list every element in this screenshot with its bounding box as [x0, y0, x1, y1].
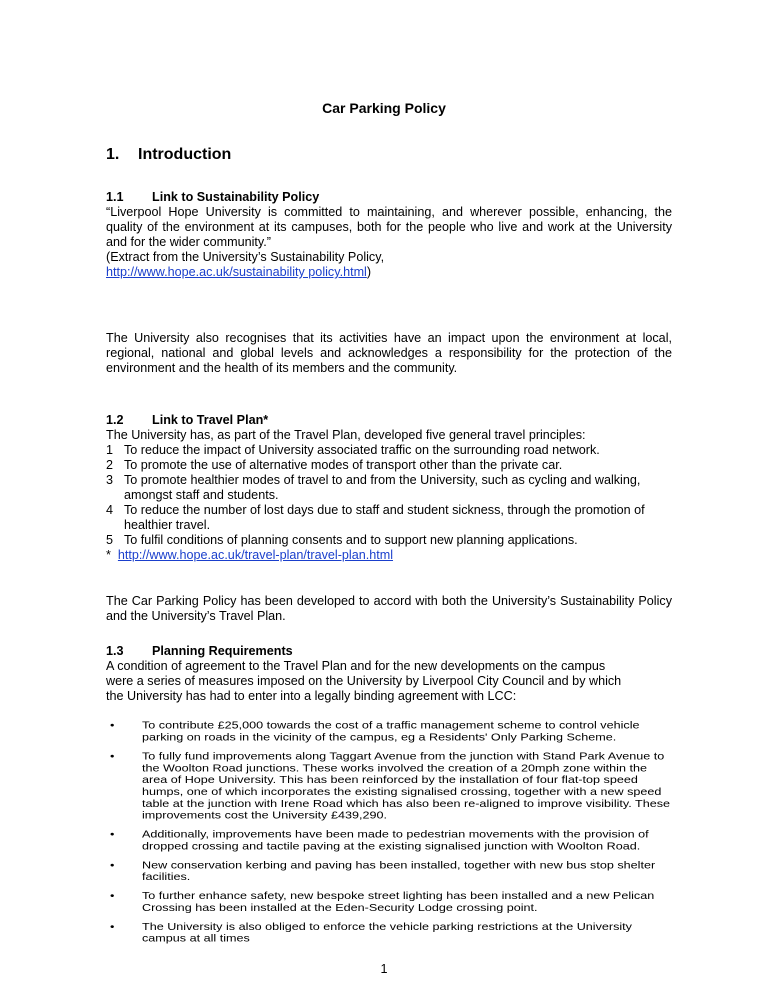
list-item	[106, 458, 672, 473]
bullet-icon: •	[110, 921, 115, 933]
sustainability-policy-link[interactable]: http://www.hope.ac.uk/sustainability policy.html	[106, 265, 367, 279]
principle-number: 2	[106, 458, 114, 472]
principle-text: To promote the use of alternative modes of transport other than the private car.	[124, 458, 563, 472]
principle-text: To reduce the number of lost days due to staff and student sickness, through the promotion of healthier travel.	[124, 503, 645, 532]
subsection-title: Link to Sustainability Policy	[152, 190, 320, 204]
extract-prefix: (Extract from the University’s Sustainability Policy,	[106, 250, 385, 264]
bullet-icon: •	[110, 890, 115, 902]
list-item	[106, 860, 672, 884]
list-item	[106, 720, 672, 744]
subsection-1-1	[106, 190, 672, 280]
principle-number: 4	[106, 503, 114, 517]
principle-text: To promote healthier modes of travel to and from the University, such as cycling and walking, amongst staff and students.	[124, 473, 641, 502]
principle-number: 5	[106, 533, 114, 547]
extract-suffix: )	[366, 265, 372, 279]
bullet-icon: •	[110, 859, 115, 871]
list-item	[106, 751, 672, 822]
list-item	[106, 829, 672, 853]
planning-requirements-list	[106, 720, 672, 952]
subsection-title: Planning Requirements	[152, 644, 293, 658]
requirement-text: Additionally, improvements have been made to pedestrian movements with the provision of dropped crossing and tactile paving at the existing signalised junction with Woolton Road.	[142, 828, 649, 852]
subsection-heading	[106, 190, 672, 205]
travel-plan-link[interactable]: http://www.hope.ac.uk/travel-plan/travel-plan.html	[117, 548, 394, 562]
travel-plan-intro: The University has, as part of the Travel Plan, developed five general travel principles:	[106, 428, 586, 442]
list-item-overflow	[106, 921, 672, 945]
requirement-text: To contribute £25,000 towards the cost of a traffic management scheme to control vehicle parking on roads in the vicinity of the campus, eg a Residents' Only Parking Scheme.	[142, 720, 640, 743]
section-heading-introduction	[106, 147, 231, 162]
principle-text: To fulfil conditions of planning consents and to support new planning applications.	[124, 533, 578, 547]
section-title: Introduction	[138, 146, 232, 163]
extract-citation	[106, 250, 546, 280]
requirement-text: To further enhance safety, new bespoke street lighting has been installed and a new Pelican Crossing has been installed at the Eden-Security Lodge crossing point.	[142, 890, 655, 914]
subsection-heading	[106, 413, 672, 428]
list-item	[106, 503, 672, 533]
list-item	[106, 443, 672, 458]
requirement-text: New conservation kerbing and paving has been installed, together with new bus stop shelter facilities.	[142, 859, 656, 883]
travel-plan-footnote	[106, 548, 672, 563]
requirement-text: The University is also obliged to enforce the vehicle parking restrictions at the University campus at all times	[142, 921, 632, 945]
principle-text: To reduce the impact of University associated traffic on the surrounding road network.	[124, 443, 600, 457]
sustainability-paragraph: The University also recognises that its activities have an impact upon the environment at local, regional, national and global levels and acknowledges a responsibility for the protection of the environment and the health of its members and the community.	[106, 331, 672, 375]
page-number: 1	[380, 962, 388, 976]
bullet-icon: •	[110, 828, 115, 840]
document-title: Car Parking Policy	[322, 100, 446, 116]
subsection-number: 1.1	[106, 190, 124, 204]
list-item	[106, 890, 672, 914]
subsection-heading	[106, 644, 672, 659]
bullet-icon: •	[110, 750, 115, 762]
principle-number: 1	[106, 443, 114, 457]
list-item	[106, 533, 672, 548]
bullet-icon: •	[110, 720, 115, 732]
subsection-1-2	[106, 413, 672, 563]
subsection-title: Link to Travel Plan*	[152, 413, 269, 427]
subsection-1-3	[106, 644, 672, 704]
policy-accord-paragraph: The Car Parking Policy has been developed to accord with both the University’s Sustainability Policy and the University’s Travel Plan.	[106, 594, 672, 623]
list-item	[106, 473, 672, 503]
planning-intro: A condition of agreement to the Travel Plan and for the new developments on the campus were a series of measures imposed on the University by Liverpool City Council and by which the University has had to enter into a legally binding agreement with LCC:	[106, 659, 622, 703]
requirement-text: To fully fund improvements along Taggart Avenue from the junction with Stand Park Avenue to the Woolton Road junctions. These works involved the creation of a 20mph zone within the area of Hope University. This has been reinforced by the installation of four flat-top speed humps, one of which incorporates the existing signalised crossing, together with a new speed table at the junction with Irene Road which has also been re-aligned to improve visibility. These improvements cost the University £439,290.	[142, 750, 671, 821]
section-number: 1.	[106, 146, 120, 163]
footnote-marker: *	[106, 548, 111, 562]
subsection-number: 1.3	[106, 644, 124, 658]
principle-number: 3	[106, 473, 114, 487]
travel-principles-list	[106, 443, 672, 548]
subsection-number: 1.2	[106, 413, 124, 427]
sustainability-quote: “Liverpool Hope University is committed to maintaining, and wherever possible, enhancing, the quality of the environment at its campuses, both for the people who live and work at the University and for the wider community.”	[106, 205, 672, 249]
